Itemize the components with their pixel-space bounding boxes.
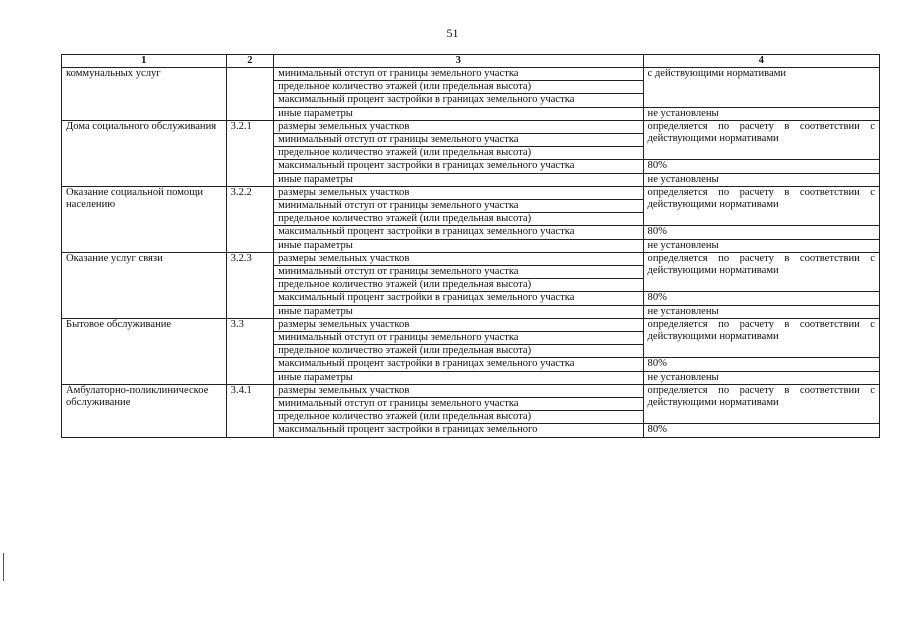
parameter-name: максимальный процент застройки в границах земельного участка — [274, 226, 643, 239]
parameter-value: 80% — [643, 160, 879, 173]
land-use-name: Дома социального обслуживания — [62, 120, 227, 186]
parameter-name: иные параметры — [274, 371, 643, 384]
parameter-value: не установлены — [643, 239, 879, 252]
table-row — [62, 384, 880, 397]
parameter-name: иные параметры — [274, 305, 643, 318]
parameter-value: не установлены — [643, 371, 879, 384]
parameter-value: определяется по расчету в соответствии с действующими нормативами — [643, 120, 879, 160]
parameter-value: не установлены — [643, 173, 879, 186]
parameter-name: размеры земельных участков — [274, 252, 643, 265]
parameter-name: максимальный процент застройки в границах земельного — [274, 424, 643, 437]
parameter-name: минимальный отступ от границы земельного участка — [274, 332, 643, 345]
parameter-value: не установлены — [643, 107, 879, 120]
parameter-value: определяется по расчету в соответствии с действующими нормативами — [643, 252, 879, 292]
table-row — [62, 186, 880, 199]
land-use-code: 3.2.3 — [226, 252, 273, 318]
page-number: 51 — [446, 26, 459, 40]
parameter-name: максимальный процент застройки в границах земельного участка — [274, 358, 643, 371]
land-use-code: 3.2.2 — [226, 186, 273, 252]
parameter-value: 80% — [643, 358, 879, 371]
parameter-name: минимальный отступ от границы земельного участка — [274, 68, 643, 81]
land-use-code: 3.3 — [226, 318, 273, 384]
land-use-name: Оказание социальной помощи населению — [62, 186, 227, 252]
table-row — [62, 252, 880, 265]
land-use-name: Амбулаторно-поликлиническое обслуживание — [62, 384, 227, 437]
parameter-name: размеры земельных участков — [274, 120, 643, 133]
table-row — [62, 68, 880, 81]
parameter-name: максимальный процент застройки в границах земельного участка — [274, 292, 643, 305]
land-use-code — [226, 68, 273, 121]
table-row — [62, 120, 880, 133]
parameter-value: не установлены — [643, 305, 879, 318]
parameter-value: определяется по расчету в соответствии с действующими нормативами — [643, 318, 879, 358]
parameter-name: минимальный отступ от границы земельного участка — [274, 398, 643, 411]
column-header-1: 1 — [62, 55, 227, 68]
parameter-name: предельное количество этажей (или предельная высота) — [274, 411, 643, 424]
parameter-name: иные параметры — [274, 239, 643, 252]
parameter-name: предельное количество этажей (или предельная высота) — [274, 279, 643, 292]
land-use-code: 3.4.1 — [226, 384, 273, 437]
parameter-name: предельное количество этажей (или предельная высота) — [274, 213, 643, 226]
parameter-name: предельное количество этажей (или предельная высота) — [274, 81, 643, 94]
parameter-name: размеры земельных участков — [274, 384, 643, 397]
parameter-name: максимальный процент застройки в границах земельного участка — [274, 94, 643, 107]
parameter-name: минимальный отступ от границы земельного участка — [274, 200, 643, 213]
parameter-value: 80% — [643, 424, 879, 437]
parameter-name: иные параметры — [274, 173, 643, 186]
table-row — [62, 318, 880, 331]
zoning-regulations-table — [61, 54, 880, 438]
parameter-name: максимальный процент застройки в границах земельного участка — [274, 160, 643, 173]
parameter-value: с действующими нормативами — [643, 68, 879, 108]
parameter-value: определяется по расчету в соответствии с действующими нормативами — [643, 186, 879, 226]
parameter-name: минимальный отступ от границы земельного участка — [274, 266, 643, 279]
land-use-name: коммунальных услуг — [62, 68, 227, 121]
parameter-name: предельное количество этажей (или предельная высота) — [274, 345, 643, 358]
parameter-name: размеры земельных участков — [274, 318, 643, 331]
parameter-value: 80% — [643, 226, 879, 239]
table-header-row — [62, 55, 880, 68]
parameter-value: определяется по расчету в соответствии с действующими нормативами — [643, 384, 879, 424]
parameter-name: предельное количество этажей (или предельная высота) — [274, 147, 643, 160]
land-use-name: Оказание услуг связи — [62, 252, 227, 318]
land-use-name: Бытовое обслуживание — [62, 318, 227, 384]
land-use-code: 3.2.1 — [226, 120, 273, 186]
parameter-name: минимальный отступ от границы земельного участка — [274, 134, 643, 147]
parameter-name: размеры земельных участков — [274, 186, 643, 199]
column-header-3: 3 — [274, 55, 643, 68]
parameter-value: 80% — [643, 292, 879, 305]
column-header-2: 2 — [226, 55, 273, 68]
scan-edge-mark — [3, 553, 6, 581]
parameter-name: иные параметры — [274, 107, 643, 120]
column-header-4: 4 — [643, 55, 879, 68]
